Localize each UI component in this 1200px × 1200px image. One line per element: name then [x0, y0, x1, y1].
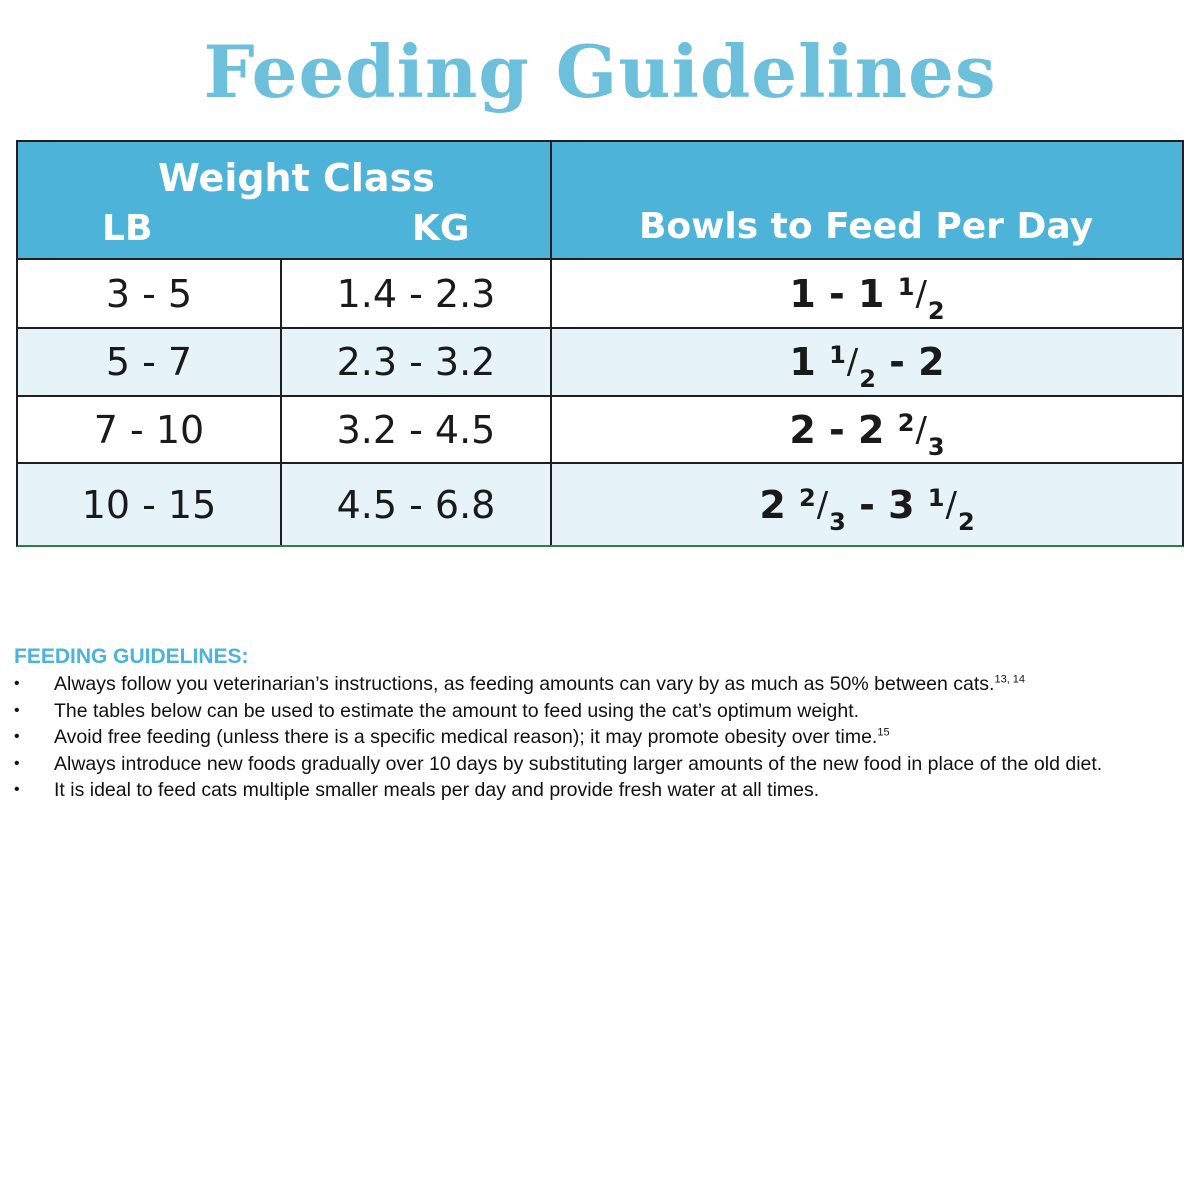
bowls-text: 1 - 1 [789, 271, 898, 316]
fraction-denominator: 2 [957, 507, 975, 536]
list-item [14, 777, 1190, 804]
cell-bowls [552, 260, 1182, 327]
table-row [18, 397, 1182, 464]
cell-bowls [552, 397, 1182, 462]
fraction-slash: / [846, 342, 859, 382]
cell-lb: 5 - 7 [105, 340, 193, 384]
list-item [14, 751, 1190, 778]
header-kg: KG [412, 208, 470, 249]
note-text: It is ideal to feed cats multiple smaller meals per day and provide fresh water at all times. [54, 779, 820, 801]
bowls-text: 2 [759, 482, 799, 527]
fraction [799, 483, 846, 536]
fraction-slash: / [915, 409, 927, 450]
page-title: Feeding Guidelines [203, 29, 997, 114]
fraction-numerator: 1 [829, 341, 846, 369]
table-row [18, 464, 1182, 545]
footnote-ref: 13, 14 [994, 673, 1026, 686]
list-item [14, 698, 1190, 725]
cell-lb: 10 - 15 [81, 482, 217, 527]
cell-bowls [552, 464, 1182, 545]
fraction [829, 341, 876, 393]
fraction [927, 483, 975, 536]
cell-lb: 7 - 10 [93, 407, 205, 452]
table-row [18, 260, 1182, 329]
bowls-text: - 3 [845, 482, 928, 527]
column-divider [280, 260, 282, 545]
cell-kg: 3.2 - 4.5 [336, 407, 496, 452]
list-item [14, 671, 1190, 698]
bowls-text: - 2 [875, 340, 945, 384]
feeding-table [16, 140, 1184, 547]
table-row [18, 329, 1182, 397]
cell-kg: 2.3 - 3.2 [336, 340, 496, 384]
fraction-slash: / [915, 273, 927, 314]
cell-lb: 3 - 5 [105, 271, 193, 316]
fraction-denominator: 2 [927, 296, 945, 325]
fraction-numerator: 2 [799, 483, 816, 512]
header-lb: LB [102, 208, 153, 249]
note-text: Always introduce new foods gradually over 10 days by substituting larger amounts of the new food in place of the old diet. [54, 752, 1103, 775]
note-text: The tables below can be used to estimate the amount to feed using the cat’s optimum weight. [54, 699, 860, 722]
cell-bowls [552, 329, 1182, 395]
fraction-slash: / [816, 484, 829, 525]
feeding-notes [14, 644, 1190, 804]
fraction [897, 272, 945, 325]
bowls-text: 2 - 2 [789, 407, 898, 452]
header-bowls-per-day: Bowls to Feed Per Day [638, 206, 1094, 247]
column-divider [550, 142, 552, 545]
table-header [18, 142, 1182, 260]
footnote-ref: 15 [877, 726, 890, 739]
fraction-denominator: 2 [859, 365, 876, 393]
notes-heading: FEEDING GUIDELINES: [14, 645, 249, 668]
note-text: Avoid free feeding (unless there is a specific medical reason); it may promote obesity over time. [54, 726, 878, 748]
fraction-slash: / [945, 484, 957, 525]
fraction-numerator: 2 [897, 408, 915, 437]
cell-kg: 4.5 - 6.8 [336, 482, 496, 527]
cell-kg: 1.4 - 2.3 [336, 271, 496, 316]
fraction-denominator: 3 [829, 507, 846, 536]
bowls-text: 1 [789, 340, 830, 384]
fraction-numerator: 1 [897, 272, 915, 301]
notes-list [14, 671, 1190, 804]
fraction [897, 408, 945, 461]
header-weight-class: Weight Class [158, 156, 435, 200]
fraction-numerator: 1 [927, 483, 945, 512]
fraction-denominator: 3 [927, 432, 945, 461]
note-text: Always follow you veterinarian’s instructions, as feeding amounts can vary by as much as 50% between cats. [54, 673, 995, 695]
list-item [14, 724, 1190, 751]
